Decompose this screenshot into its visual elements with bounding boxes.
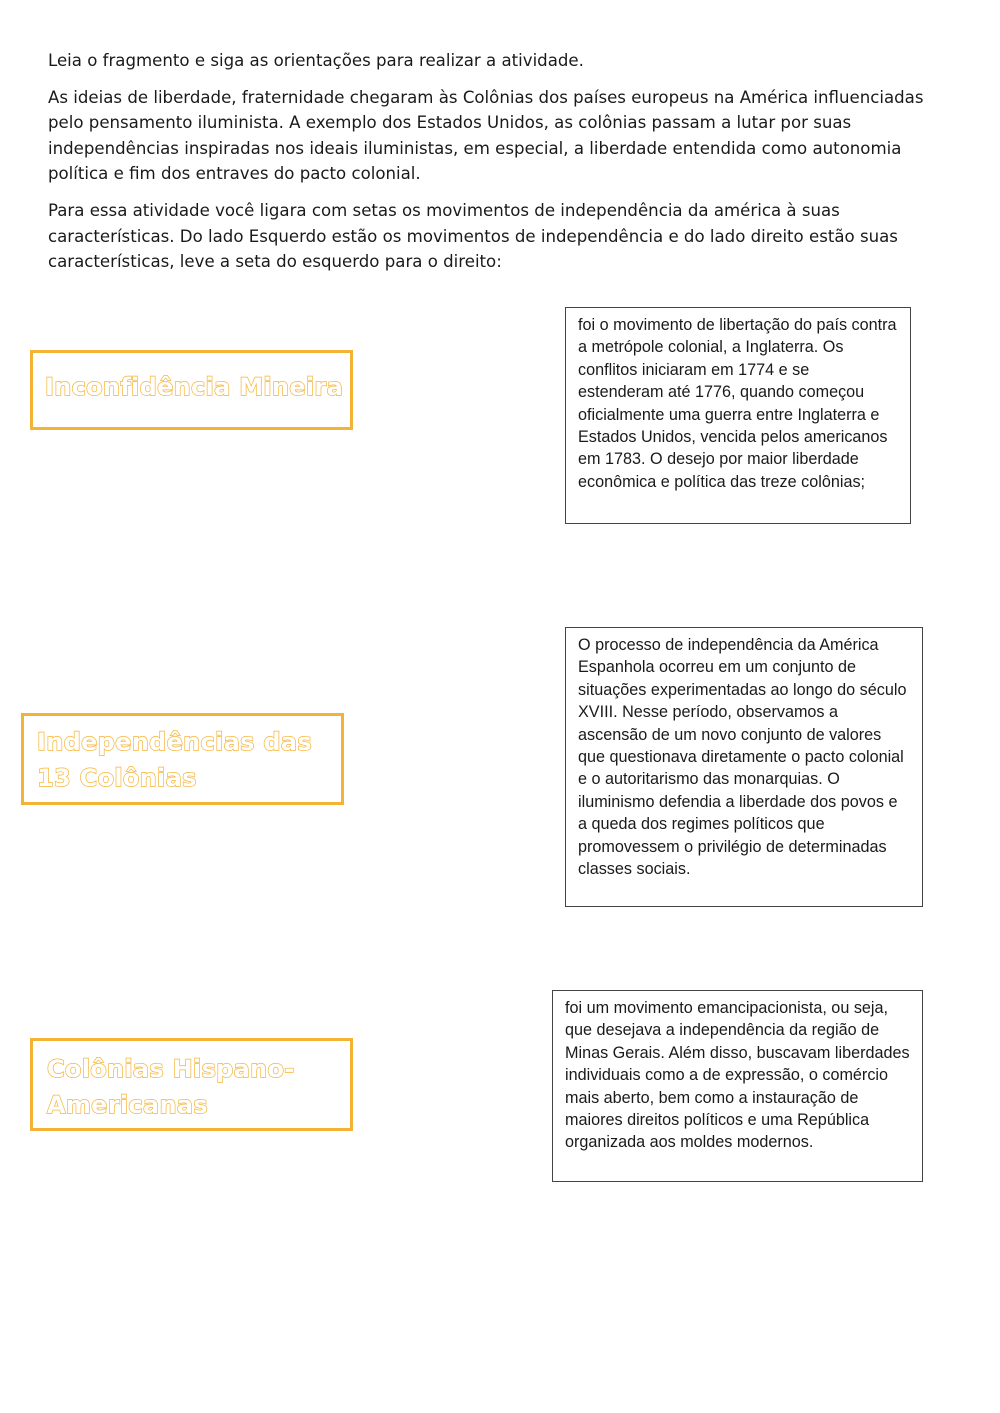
movement-label: Colônias Hispano-Americanas xyxy=(47,1055,295,1119)
movement-box-inconfidencia[interactable] xyxy=(30,350,353,430)
instructions xyxy=(48,48,948,286)
characteristic-box-2[interactable]: O processo de independência da América Espanhola ocorreu em um conjunto de situações experimentadas ao longo do século XVIII. Nesse período, observamos a ascensão de um novo conjunto de valores que questionava diretamente o pacto colonial e o autoritarismo das monarquias. O iluminismo defendia a liberdade dos povos e a queda dos regimes políticos que promovessem o privilégio de determinadas classes sociais. xyxy=(565,627,923,907)
instruction-paragraph-3: Para essa atividade você ligara com setas os movimentos de independência da américa à suas características. Do lado Esquerdo estão os movimentos de independência e do lado direito estão suas características, leve a seta do esquerdo para o direito: xyxy=(48,200,898,272)
instruction-paragraph-2: As ideias de liberdade, fraternidade chegaram às Colônias dos países europeus na América influenciadas pelo pensamento iluminista. A exemplo dos Estados Unidos, as colônias passam a lutar por suas independências inspiradas nos ideais iluministas, em especial, a liberdade entendida como autonomia política e fim dos entraves do pacto colonial. xyxy=(48,87,924,184)
movement-label: Inconfidência Mineira xyxy=(45,373,344,401)
movement-box-13-colonias[interactable] xyxy=(21,713,344,805)
characteristic-box-1[interactable]: foi o movimento de libertação do país contra a metrópole colonial, a Inglaterra. Os conflitos iniciaram em 1774 e se estenderam até 1776, quando começou oficialmente uma guerra entre Inglaterra e Estados Unidos, vencida pelos americanos em 1783. O desejo por maior liberdade econômica e política das treze colônias; xyxy=(565,307,911,524)
movement-label: Independências das 13 Colônias xyxy=(37,728,312,792)
instruction-paragraph-1: Leia o fragmento e siga as orientações para realizar a atividade. xyxy=(48,51,584,70)
characteristic-box-3[interactable]: foi um movimento emancipacionista, ou seja, que desejava a independência da região de Minas Gerais. Além disso, buscavam liberdades individuais como a de expressão, o comércio mais aberto, bem como a instauração de maiores direitos políticos e uma República organizada aos moldes modernos. xyxy=(552,990,923,1182)
movement-box-hispano-americanas[interactable] xyxy=(30,1038,353,1131)
